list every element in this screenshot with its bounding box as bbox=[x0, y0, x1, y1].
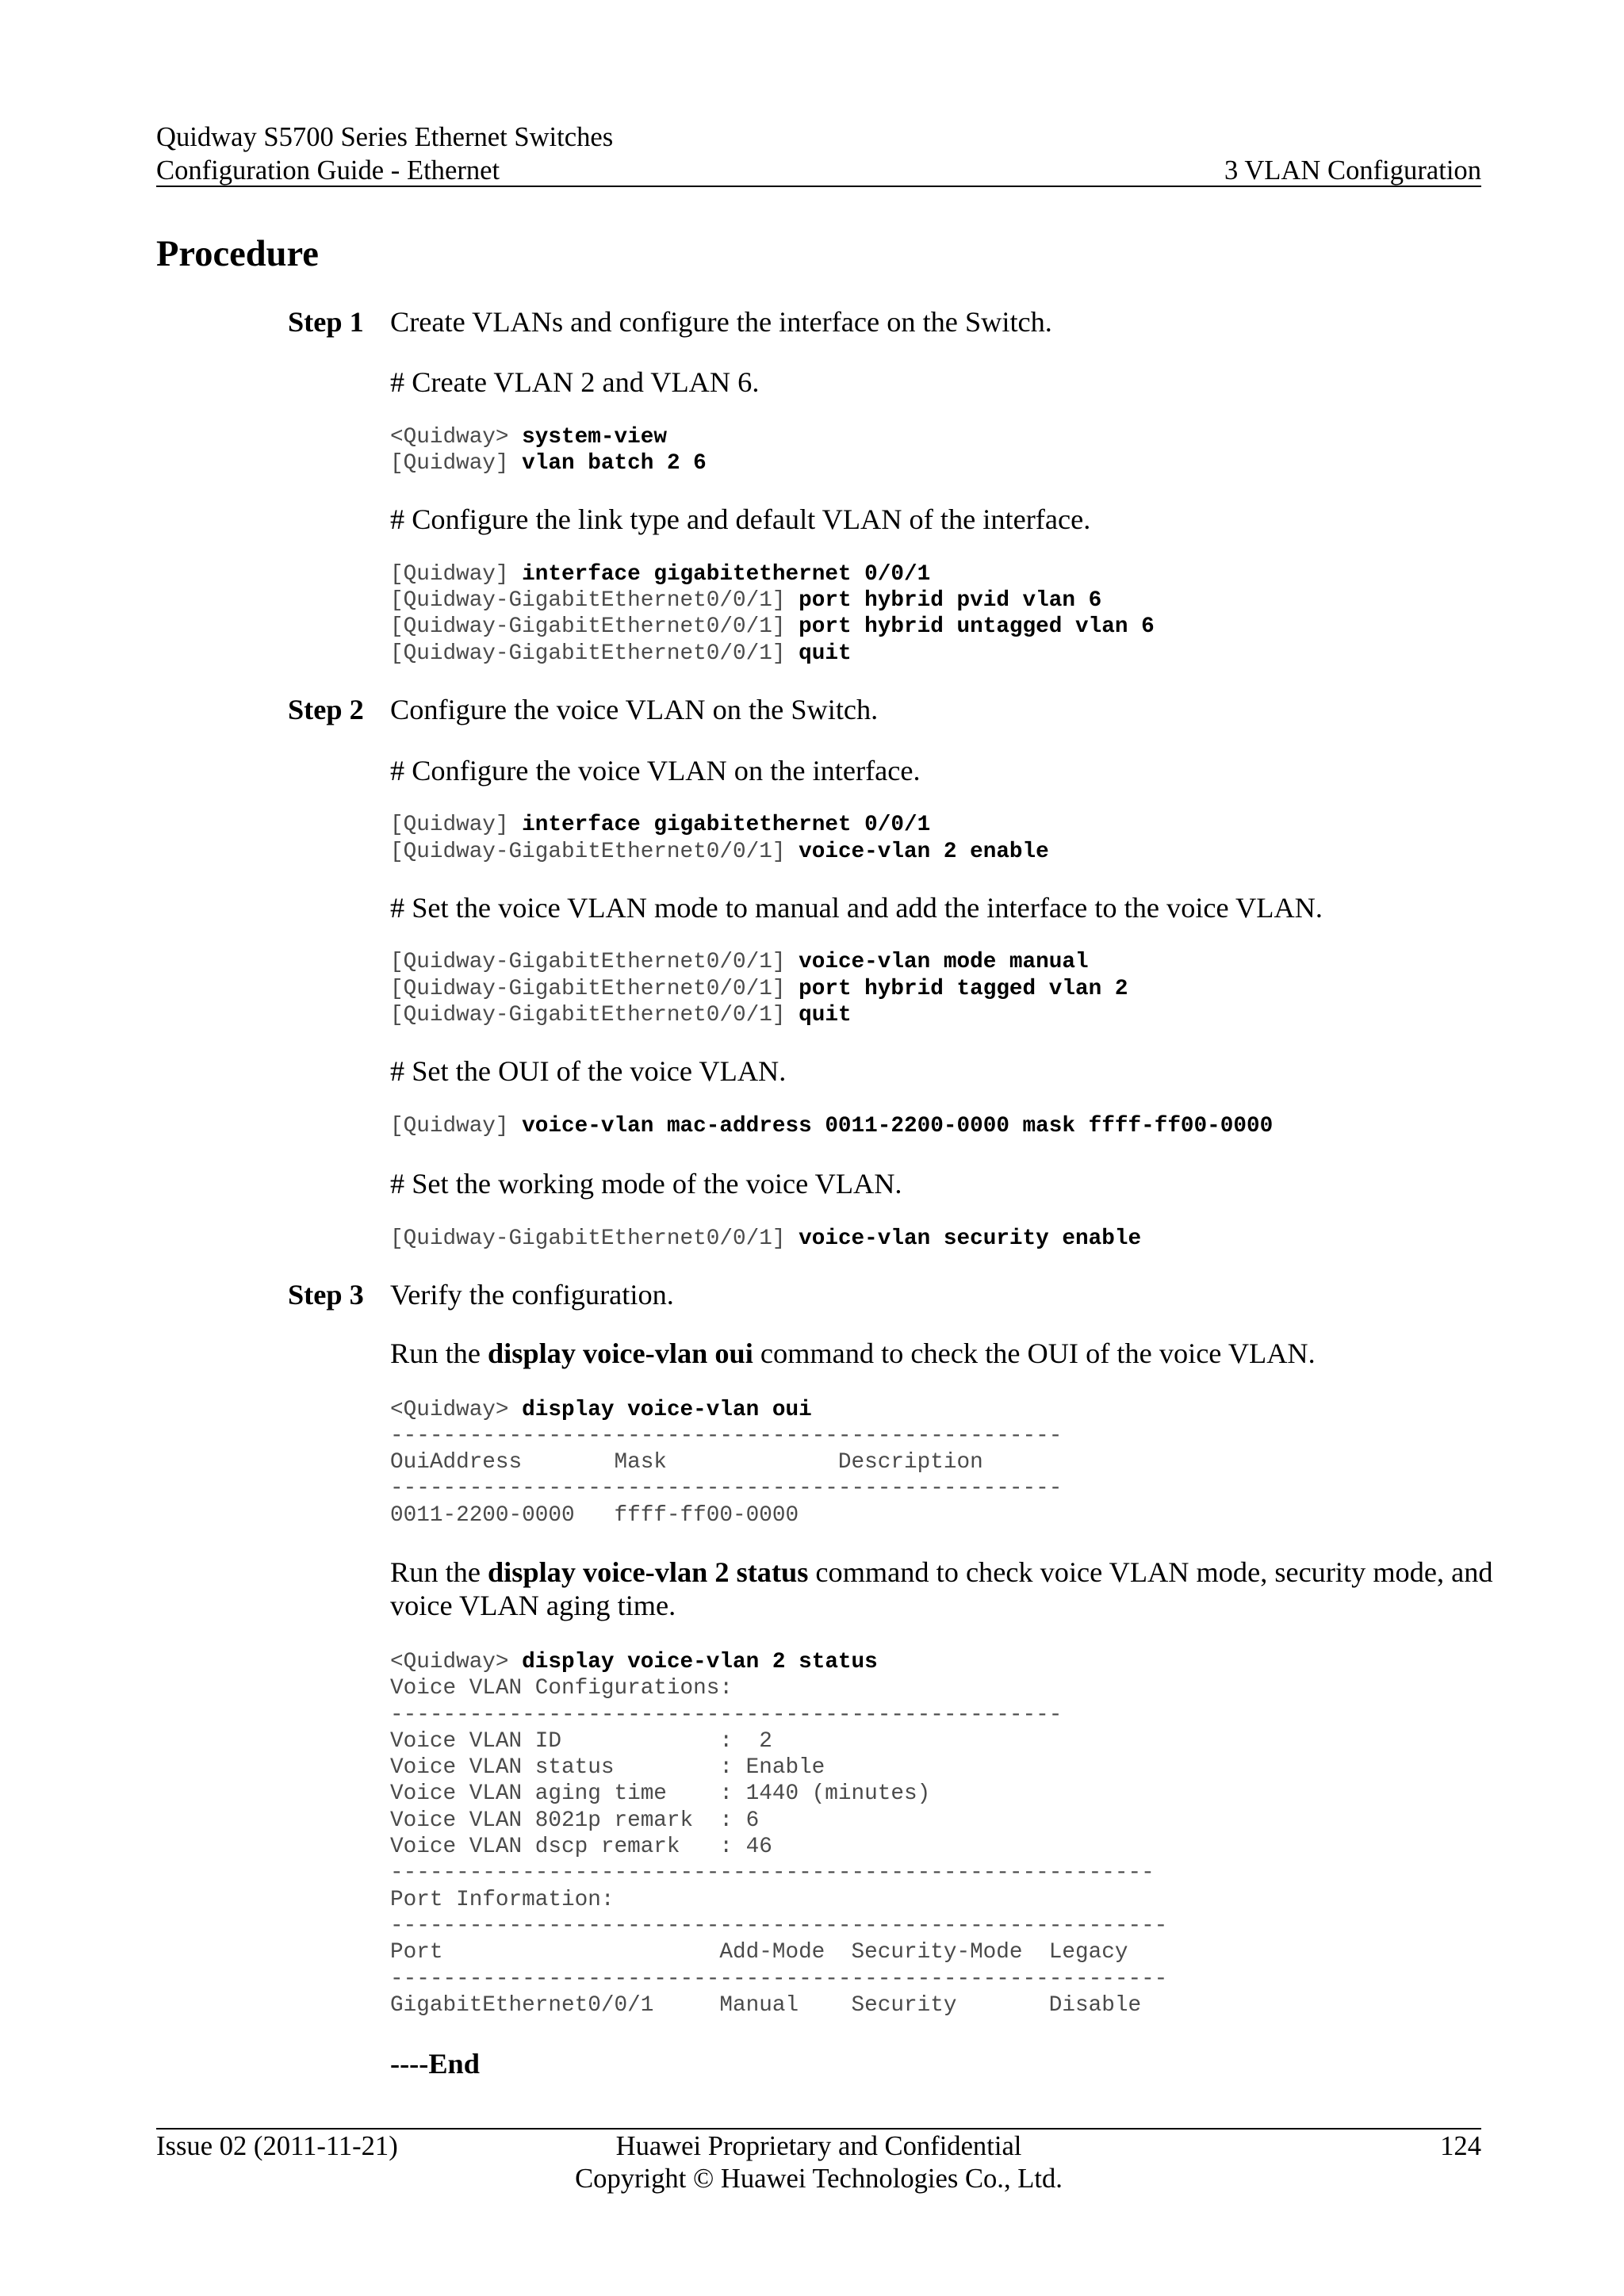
code-block bbox=[390, 1113, 1273, 1139]
cli-prompt: [Quidway-GigabitEthernet0/0/1] bbox=[390, 950, 786, 975]
code-line bbox=[390, 839, 1049, 865]
cli-prompt: [Quidway-GigabitEthernet0/0/1] bbox=[390, 976, 786, 1001]
step-title: Configure the voice VLAN on the Switch. bbox=[390, 694, 879, 725]
code-line bbox=[390, 1113, 1273, 1139]
instruction-text-lead: Run the bbox=[390, 1337, 488, 1369]
code-line bbox=[390, 1397, 1062, 1423]
cli-output-line: Port Add-Mode Security-Mode Legacy bbox=[390, 1940, 1128, 1965]
cli-output-line: ----------------------------------------------------------- bbox=[390, 1966, 1168, 1992]
code-block bbox=[390, 1226, 1141, 1252]
comment-text: # Configure the link type and default VLAN of the interface. bbox=[390, 503, 1091, 535]
cli-output-line: Voice VLAN status : Enable bbox=[390, 1755, 825, 1781]
comment-text: # Set the working mode of the voice VLAN. bbox=[390, 1168, 902, 1200]
code-block bbox=[390, 424, 707, 477]
cli-prompt: [Quidway-GigabitEthernet0/0/1] bbox=[390, 641, 786, 666]
code-line bbox=[390, 1226, 1141, 1252]
cli-prompt: [Quidway-GigabitEthernet0/0/1] bbox=[390, 1226, 786, 1251]
cli-command: port hybrid tagged vlan 2 bbox=[799, 976, 1128, 1001]
cli-prompt: <Quidway> bbox=[390, 424, 509, 450]
code-line bbox=[390, 976, 1128, 1002]
cli-command: interface gigabitethernet 0/0/1 bbox=[522, 561, 931, 587]
cli-prompt: [Quidway] bbox=[390, 450, 509, 476]
cli-output-line: Voice VLAN aging time : 1440 (minutes) bbox=[390, 1781, 931, 1807]
code-line bbox=[390, 424, 707, 450]
cli-output-line: GigabitEthernet0/0/1 Manual Security Disable bbox=[390, 1992, 1142, 2018]
cli-output-line: ---------------------------------------------------------- bbox=[390, 1861, 1155, 1886]
footer-copyright: Copyright © Huawei Technologies Co., Ltd. bbox=[575, 2164, 1063, 2194]
cli-prompt: <Quidway> bbox=[390, 1397, 509, 1422]
header-guide: Configuration Guide - Ethernet bbox=[156, 155, 500, 186]
code-line bbox=[390, 561, 1155, 587]
code-line bbox=[390, 1002, 1128, 1028]
cli-output-line: Voice VLAN 8021p remark : 6 bbox=[390, 1808, 760, 1833]
cli-output-line: --------------------------------------------------- bbox=[390, 1476, 1063, 1502]
cli-command: quit bbox=[799, 1002, 852, 1027]
instruction-text bbox=[390, 1556, 1524, 1624]
command-name: display voice-vlan 2 status bbox=[488, 1556, 809, 1588]
code-line bbox=[390, 1649, 1167, 1675]
comment-text: # Set the OUI of the voice VLAN. bbox=[390, 1055, 787, 1088]
command-name: display voice-vlan oui bbox=[488, 1337, 753, 1369]
cli-command: display voice-vlan oui bbox=[522, 1397, 812, 1422]
cli-output-line: --------------------------------------------------- bbox=[390, 1423, 1063, 1448]
comment-text: # Create VLAN 2 and VLAN 6. bbox=[390, 366, 760, 398]
cli-command: system-view bbox=[522, 424, 667, 450]
cli-command: voice-vlan security enable bbox=[799, 1226, 1142, 1251]
cli-command: port hybrid pvid vlan 6 bbox=[799, 587, 1102, 613]
code-block bbox=[390, 1397, 1062, 1529]
footer-confidential: Huawei Proprietary and Confidential bbox=[615, 2131, 1022, 2161]
code-line bbox=[390, 949, 1128, 975]
footer-issue: Issue 02 (2011-11-21) bbox=[156, 2131, 398, 2161]
header-rule bbox=[156, 186, 1481, 187]
cli-prompt: [Quidway-GigabitEthernet0/0/1] bbox=[390, 1002, 786, 1027]
end-marker: ----End bbox=[390, 2047, 480, 2080]
instruction-text-tail: command to check voice VLAN mode, security mode, and voice VLAN aging time. bbox=[390, 1556, 1493, 1622]
cli-prompt: [Quidway] bbox=[390, 813, 509, 838]
cli-output-line: Voice VLAN dscp remark : 46 bbox=[390, 1835, 772, 1860]
comment-text: # Configure the voice VLAN on the interface. bbox=[390, 754, 921, 786]
code-line bbox=[390, 812, 1049, 838]
cli-output-line: OuiAddress Mask Description bbox=[390, 1450, 983, 1475]
instruction-text-lead: Run the bbox=[390, 1556, 488, 1588]
cli-command: voice-vlan 2 enable bbox=[799, 839, 1049, 864]
step-title: Verify the configuration. bbox=[390, 1278, 674, 1311]
cli-command: voice-vlan mode manual bbox=[799, 950, 1089, 975]
cli-command: port hybrid untagged vlan 6 bbox=[799, 614, 1155, 640]
comment-text: # Set the voice VLAN mode to manual and add the interface to the voice VLAN. bbox=[390, 891, 1323, 924]
cli-prompt: [Quidway] bbox=[390, 1114, 509, 1138]
step-label: Step 3 bbox=[288, 1278, 364, 1311]
cli-output-line: ----------------------------------------------------------- bbox=[390, 1913, 1168, 1938]
code-line bbox=[390, 587, 1155, 614]
code-line bbox=[390, 450, 707, 476]
cli-command: interface gigabitethernet 0/0/1 bbox=[522, 813, 931, 838]
instruction-text bbox=[390, 1337, 1316, 1371]
header-product: Quidway S5700 Series Ethernet Switches bbox=[156, 122, 614, 152]
cli-output-line: --------------------------------------------------- bbox=[390, 1702, 1063, 1728]
cli-prompt: [Quidway-GigabitEthernet0/0/1] bbox=[390, 839, 786, 864]
cli-prompt: <Quidway> bbox=[390, 1650, 509, 1674]
footer-page-number: 124 bbox=[1440, 2131, 1481, 2161]
cli-output-line: Port Information: bbox=[390, 1887, 615, 1912]
step-title: Create VLANs and configure the interface on the Switch. bbox=[390, 306, 1052, 338]
cli-prompt: [Quidway] bbox=[390, 561, 509, 587]
code-block bbox=[390, 812, 1049, 865]
header-chapter: 3 VLAN Configuration bbox=[1224, 155, 1481, 186]
step-label: Step 1 bbox=[288, 306, 364, 338]
code-line bbox=[390, 641, 1155, 667]
code-block bbox=[390, 561, 1155, 667]
code-line bbox=[390, 614, 1155, 640]
cli-command: voice-vlan mac-address 0011-2200-0000 mask ffff-ff00-0000 bbox=[522, 1114, 1274, 1138]
cli-command: vlan batch 2 6 bbox=[522, 450, 707, 476]
cli-prompt: [Quidway-GigabitEthernet0/0/1] bbox=[390, 587, 786, 613]
code-block bbox=[390, 949, 1128, 1028]
cli-prompt: [Quidway-GigabitEthernet0/0/1] bbox=[390, 614, 786, 640]
code-block bbox=[390, 1649, 1167, 2019]
instruction-text-tail: command to check the OUI of the voice VLAN. bbox=[753, 1337, 1316, 1369]
cli-command: display voice-vlan 2 status bbox=[522, 1650, 878, 1674]
cli-output-line: Voice VLAN Configurations: bbox=[390, 1676, 733, 1701]
section-title: Procedure bbox=[156, 234, 319, 274]
step-label: Step 2 bbox=[288, 694, 364, 725]
cli-output-line: 0011-2200-0000 ffff-ff00-0000 bbox=[390, 1502, 799, 1528]
cli-command: quit bbox=[799, 641, 852, 666]
cli-output-line: Voice VLAN ID : 2 bbox=[390, 1728, 772, 1754]
